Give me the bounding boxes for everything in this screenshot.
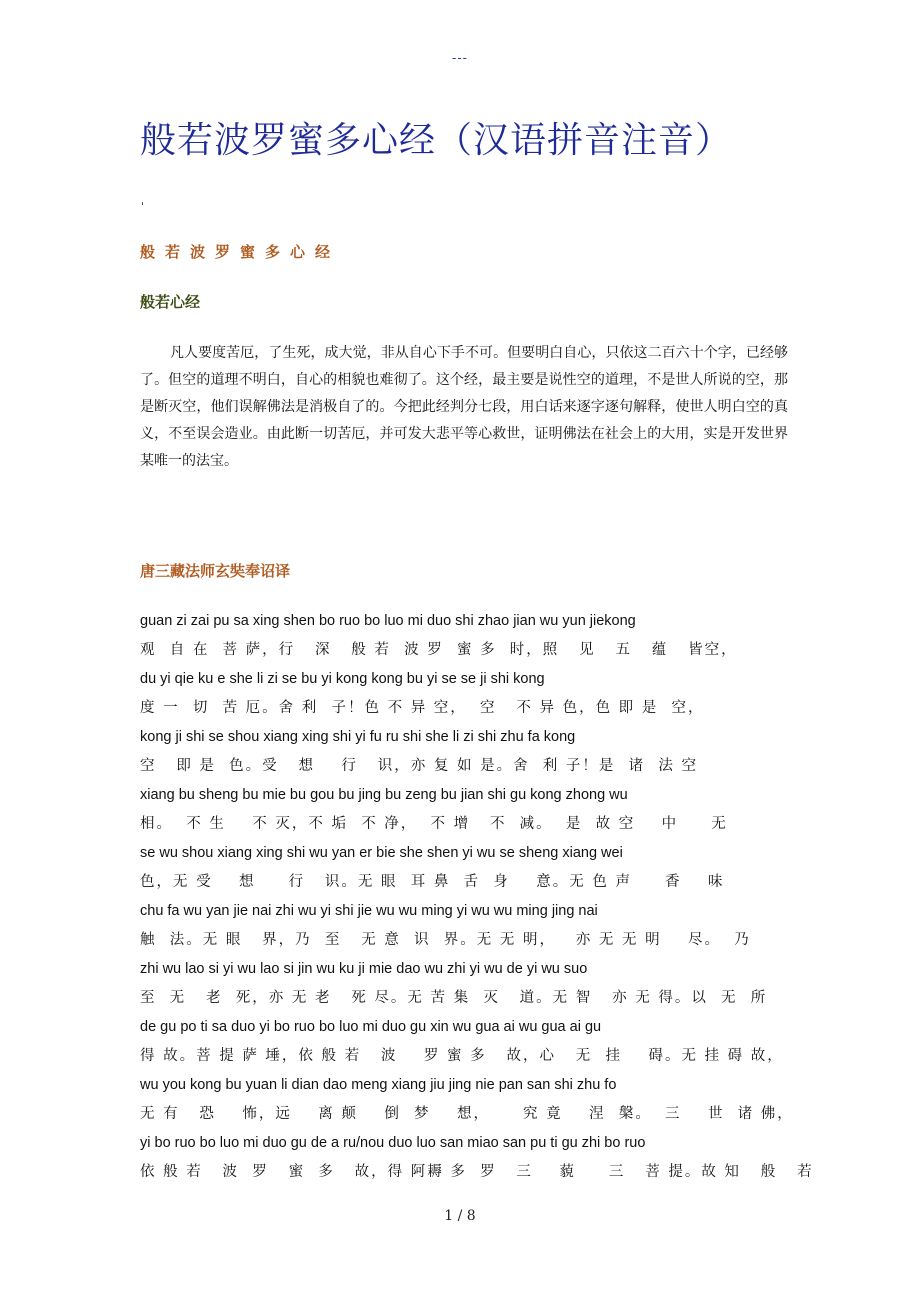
translator-heading: 唐三藏法师玄奘奉诏译 [140,562,291,580]
verse-pair [140,668,740,726]
hanzi-line: 无 有 恐 怖，远 离 颠 倒 梦 想， 究 竟 涅 槃。 三 世 诸 佛， [140,1106,794,1122]
pinyin-line: kong ji shi se shou xiang xing shi yi fu ru shi she li zi shi zhu fa kong [140,729,576,745]
pinyin-line: yi bo ruo bo luo mi duo gu de a ru/nou duo luo san miao san pu ti gu zhi bo ruo [140,1135,646,1151]
page-number: 1 / 8 [444,1208,476,1224]
sutra-text [140,610,814,1190]
hanzi-line: 得 故。菩 提 萨 埵，依 般 若 波 罗 蜜 多 故，心 无 挂 碍。无 挂 碍 故， [140,1048,784,1064]
verse-pair [140,842,740,900]
header-mark: --- [452,50,468,65]
verse-pair [140,1016,784,1074]
verse-pair [140,610,740,668]
verse-pair [140,958,768,1016]
stray-mark: ' [141,200,145,213]
verse-pair [140,1074,794,1132]
pinyin-line: de gu po ti sa duo yi bo ruo bo luo mi duo gu xin wu gua ai wu gua ai gu [140,1019,602,1035]
pinyin-line: chu fa wu yan jie nai zhi wu yi shi jie wu wu ming yi wu wu ming jing nai [140,903,598,919]
pinyin-line: wu you kong bu yuan li dian dao meng xiang jiu jing nie pan san shi zhu fo [140,1077,617,1093]
hanzi-line: 触 法。无 眼 界，乃 至 无 意 识 界。无 无 明， 亦 无 无 明 尽。 乃 [140,932,751,948]
sutra-subtitle: 般若波罗蜜多心经 [140,243,341,261]
hanzi-line: 依 般 若 波 罗 蜜 多 故，得 阿耨 多 罗 三 藐 三 菩 提。故 知 般 若 [140,1164,814,1180]
intro-paragraph: 凡人要度苦厄，了生死，成大觉，非从自心下手不可。但要明白自心，只依这二百六十个字，已经够了。但空的道理不明白，自心的相貌也难彻了。这个经，最主要是说性空的道理，不是世人所说的空，那是断灭空，他们误解佛法是消极自了的。今把此经判分七段，用白话来逐字逐句解释，使世人明白空的真义，不至误会造业。由此断一切苦厄，并可发大悲平等心救世，证明佛法在社会上的大用，实是开发世界某唯一的法宝。 [140,345,788,469]
hanzi-line: 空 即 是 色。受 想 行 识，亦 复 如 是。舍 利 子！是 诸 法 空 [140,758,698,774]
pinyin-line: guan zi zai pu sa xing shen bo ruo bo luo mi duo shi zhao jian wu yun jiekong [140,613,636,629]
verse-pair [140,1132,814,1190]
section-heading: 般若心经 [140,293,201,311]
pinyin-line: du yi qie ku e she li zi se bu yi kong kong bu yi se se ji shi kong [140,671,545,687]
pinyin-line: zhi wu lao si yi wu lao si jin wu ku ji mie dao wu zhi yi wu de yi wu suo [140,961,588,977]
pinyin-line: se wu shou xiang xing shi wu yan er bie she shen yi wu se sheng xiang wei [140,845,623,861]
hanzi-line: 度 一 切 苦 厄。舍 利 子！色 不 异 空， 空 不 异 色，色 即 是 空， [140,700,705,716]
verse-pair [140,726,740,784]
page-title: 般若波罗蜜多心经（汉语拼音注音） [140,120,733,161]
pinyin-line: xiang bu sheng bu mie bu gou bu jing bu zeng bu jian shi gu kong zhong wu [140,787,628,803]
hanzi-line: 至 无 老 死，亦 无 老 死 尽。无 苦 集 灭 道。无 智 亦 无 得。以 无 所 [140,990,768,1006]
verse-pair [140,784,740,842]
verse-pair [140,900,751,958]
hanzi-line: 相。 不 生 不 灭，不 垢 不 净， 不 增 不 减。 是 故 空 中 无 [140,816,728,832]
hanzi-line: 观 自 在 菩 萨，行 深 般 若 波 罗 蜜 多 时，照 见 五 蕴 皆空， [140,642,738,658]
hanzi-line: 色，无 受 想 行 识。无 眼 耳 鼻 舌 身 意。无 色 声 香 味 [140,874,725,890]
